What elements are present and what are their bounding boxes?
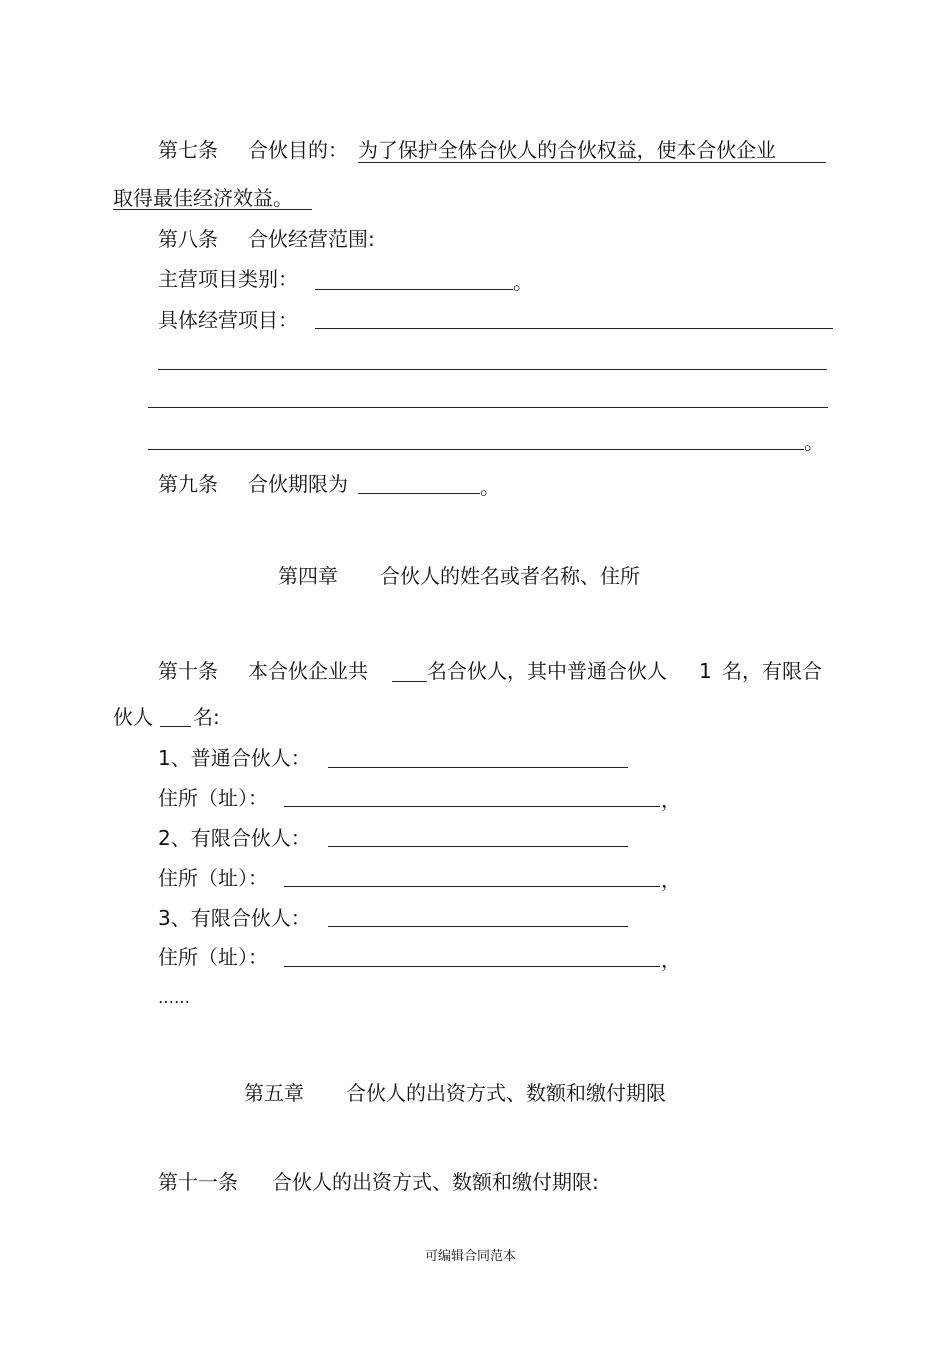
partner-1-label: 1、普通合伙人： — [158, 746, 311, 770]
article-10-text-end: 名: — [193, 705, 220, 729]
main-category-label: 主营项目类别： — [158, 267, 298, 291]
partner-1-name-field[interactable] — [328, 767, 628, 768]
article-10-text-limited: 名，有限合 — [722, 659, 822, 683]
article-10-number: 第十条 — [158, 659, 218, 683]
total-partners-field[interactable] — [392, 681, 427, 682]
main-category-field[interactable] — [315, 289, 513, 290]
article-9-end: 。 — [480, 475, 500, 499]
ellipsis: …… — [158, 988, 190, 1007]
chapter-4-title: 合伙人的姓名或者名称、住所 — [380, 564, 640, 588]
article-9-number: 第九条 — [158, 472, 218, 496]
main-category-end: 。 — [513, 270, 533, 294]
article-11-text: 合伙人的出资方式、数额和缴付期限: — [272, 1170, 599, 1194]
specific-business-end: 。 — [804, 430, 824, 454]
article-7-content: 为了保护全体合伙人的合伙权益，使本合伙企业 — [358, 138, 776, 162]
partner-2-label: 2、有限合伙人： — [158, 826, 311, 850]
article-10-text-general: 名合伙人，其中普通合伙人 — [427, 659, 667, 683]
article-7-underline-continued — [113, 209, 312, 210]
article-10-text-continued: 伙人 — [113, 705, 153, 729]
partner-1-address-field[interactable] — [284, 806, 660, 807]
specific-business-label: 具体经营项目： — [158, 308, 298, 332]
general-partner-count: 1 — [699, 659, 712, 683]
page-footer: 可编辑合同范本 — [425, 1249, 517, 1264]
article-8-label: 合伙经营范围: — [248, 227, 375, 251]
specific-business-field-line-4[interactable] — [148, 449, 804, 450]
partner-2-name-field[interactable] — [328, 846, 628, 847]
partner-3-address-label: 住所（址）： — [158, 945, 268, 969]
article-7-content-continued: 取得最佳经济效益。 — [113, 186, 293, 210]
article-7-number: 第七条 — [158, 138, 218, 162]
partner-3-address-end: ， — [661, 948, 681, 972]
article-11-number: 第十一条 — [158, 1170, 238, 1194]
partner-1-address-end: ， — [661, 788, 681, 812]
partner-3-address-field[interactable] — [284, 966, 660, 967]
article-10-text: 本合伙企业共 — [248, 659, 368, 683]
partner-3-label: 3、有限合伙人： — [158, 906, 311, 930]
article-8-number: 第八条 — [158, 227, 218, 251]
partner-3-name-field[interactable] — [328, 926, 628, 927]
partner-1-address-label: 住所（址）： — [158, 786, 268, 810]
specific-business-field-line-2[interactable] — [158, 369, 827, 370]
limited-partners-count-field[interactable] — [160, 726, 191, 727]
partnership-term-field[interactable] — [358, 493, 480, 494]
partner-2-address-end: ， — [661, 868, 681, 892]
article-9-label: 合伙期限为 — [248, 472, 348, 496]
chapter-5-number: 第五章 — [244, 1081, 304, 1105]
article-7-label: 合伙目的： — [248, 138, 348, 162]
specific-business-field-line-1[interactable] — [315, 328, 833, 329]
chapter-4-number: 第四章 — [278, 564, 338, 588]
partner-2-address-label: 住所（址）： — [158, 866, 268, 890]
chapter-5-title: 合伙人的出资方式、数额和缴付期限 — [346, 1081, 666, 1105]
article-7-underline — [358, 162, 826, 163]
partner-2-address-field[interactable] — [284, 886, 660, 887]
specific-business-field-line-3[interactable] — [148, 407, 828, 408]
